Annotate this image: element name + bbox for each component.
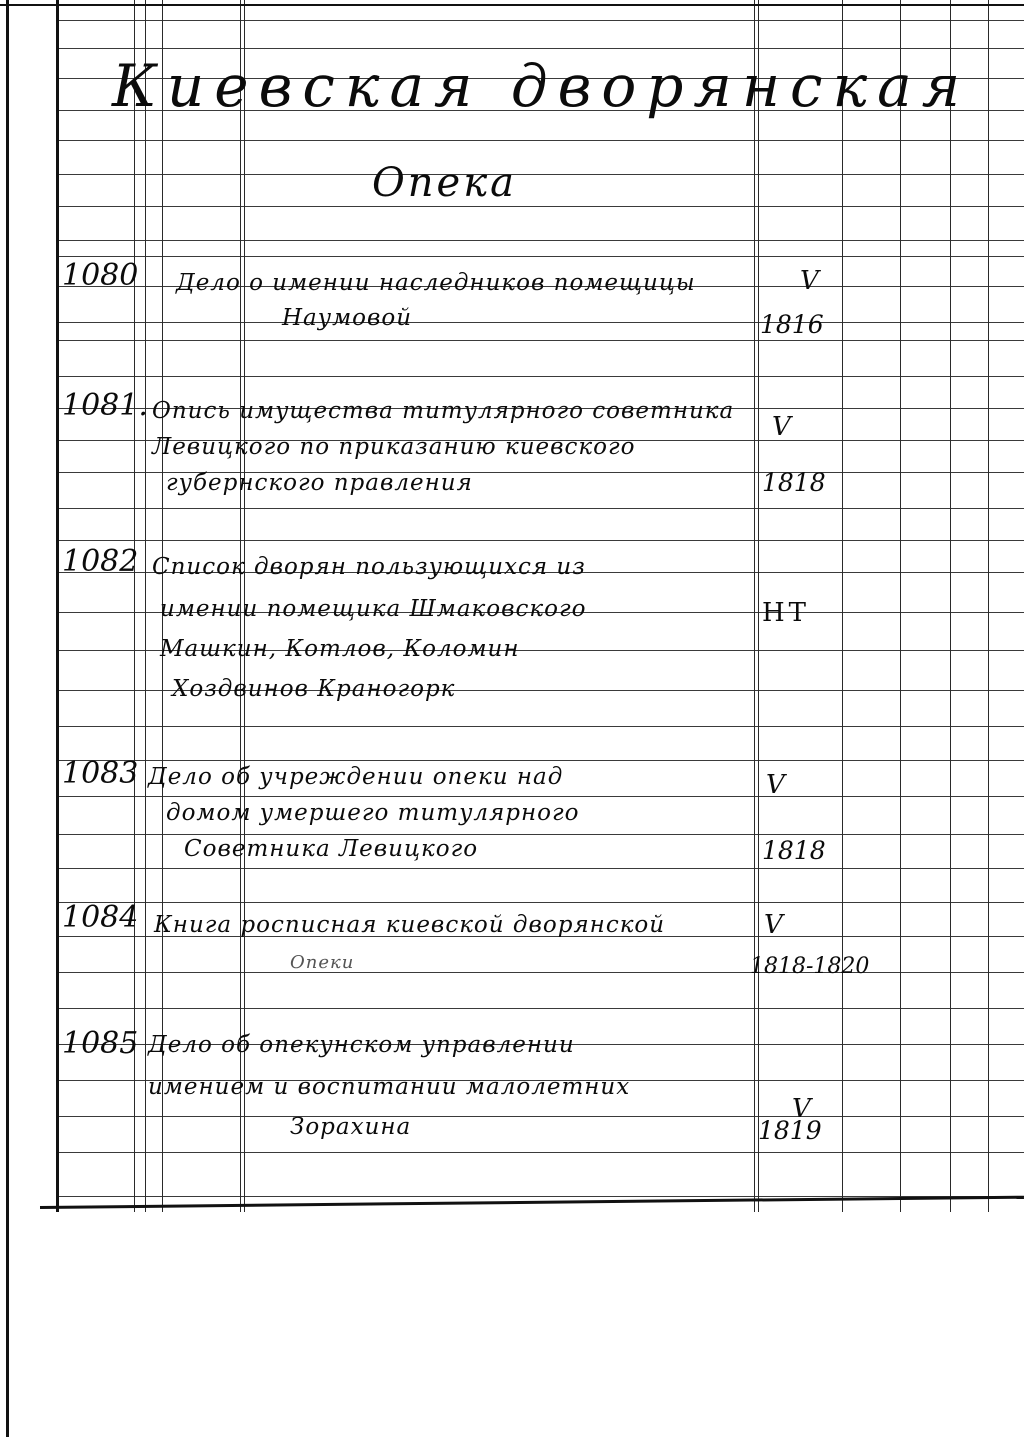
page-bottom-border — [40, 1196, 1024, 1209]
page-edge — [6, 0, 9, 1437]
ruled-line — [56, 20, 1024, 21]
entry-year: 1819 — [758, 1116, 822, 1145]
ruled-column — [56, 0, 59, 1212]
entry-number: 1082 — [62, 544, 139, 579]
ruled-line — [56, 540, 1024, 541]
ruled-column — [758, 0, 759, 1212]
entry-text-line: Советника Левицкого — [184, 836, 479, 862]
ruled-line — [56, 868, 1024, 869]
entry-text-line: Машкин, Котлов, Коломин — [160, 636, 520, 662]
entry-check-mark: V — [764, 910, 783, 940]
entry-mark: НТ — [762, 598, 811, 628]
ruled-column — [950, 0, 951, 1212]
page-title: Киевская дворянская — [112, 52, 971, 120]
ruled-line — [56, 1116, 1024, 1117]
page-top-border — [0, 4, 1024, 6]
entry-year: 1818 — [762, 468, 826, 497]
entry-year: 1818-1820 — [750, 954, 870, 979]
ruled-line — [56, 206, 1024, 207]
entry-text-line: Опись имущества титулярного советника — [152, 398, 735, 424]
ruled-line — [56, 760, 1024, 761]
entry-text-line: Левицкого по приказанию киевского — [152, 434, 636, 460]
ruled-line — [56, 796, 1024, 797]
entry-number: 1081. — [62, 388, 148, 423]
entry-text-line: имением и воспитании малолетних — [148, 1074, 631, 1100]
entry-number: 1085 — [62, 1026, 139, 1061]
entry-text-line: Дело об опекунском управлении — [148, 1032, 575, 1058]
ruled-line — [56, 140, 1024, 141]
ruled-line — [56, 972, 1024, 973]
ruled-line — [56, 902, 1024, 903]
ruled-line — [56, 508, 1024, 509]
ruled-column — [900, 0, 901, 1212]
ruled-line — [56, 1152, 1024, 1153]
entry-number: 1083 — [62, 756, 139, 791]
ruled-line — [56, 340, 1024, 341]
ruled-column — [754, 0, 755, 1212]
entry-text-line: губернского правления — [166, 470, 473, 496]
entry-check-mark: V — [766, 770, 785, 800]
entry-check-mark: V — [772, 412, 791, 442]
ruled-line — [56, 834, 1024, 835]
entry-text-line: Наумовой — [282, 305, 413, 331]
entry-year: 1818 — [762, 836, 826, 865]
ruled-line — [56, 1008, 1024, 1009]
entry-text-line: Зорахина — [290, 1114, 412, 1140]
ruled-line — [56, 256, 1024, 257]
ruled-line — [56, 376, 1024, 377]
entry-text-line: Книга росписная киевской дворянской — [154, 912, 666, 938]
entry-check-mark: V — [792, 1094, 811, 1124]
ruled-line — [56, 726, 1024, 727]
entry-number: 1084 — [62, 900, 139, 935]
entry-check-mark: V — [800, 266, 819, 296]
entry-text-line: Дело о имении наследников помещицы — [176, 270, 696, 296]
entry-number: 1080 — [62, 258, 139, 293]
ruled-column — [988, 0, 989, 1212]
ruled-line — [56, 174, 1024, 175]
entry-text-line: имении помещика Шмаковского — [160, 596, 587, 622]
ruled-column — [145, 0, 146, 1212]
ruled-line — [56, 48, 1024, 49]
entry-text-line: Дело об учреждении опеки над — [148, 764, 564, 790]
page-subtitle: Опека — [372, 160, 517, 206]
ruled-line — [56, 322, 1024, 323]
entry-year: 1816 — [760, 310, 824, 339]
ruled-column — [842, 0, 843, 1212]
ruled-line — [56, 240, 1024, 241]
entry-text-line: Опеки — [290, 952, 355, 973]
entry-text-line: Список дворян пользующихся из — [152, 554, 586, 580]
entry-text-line: Хоздвинов Краногорк — [172, 676, 456, 702]
entry-text-line: домом умершего титулярного — [166, 800, 580, 826]
